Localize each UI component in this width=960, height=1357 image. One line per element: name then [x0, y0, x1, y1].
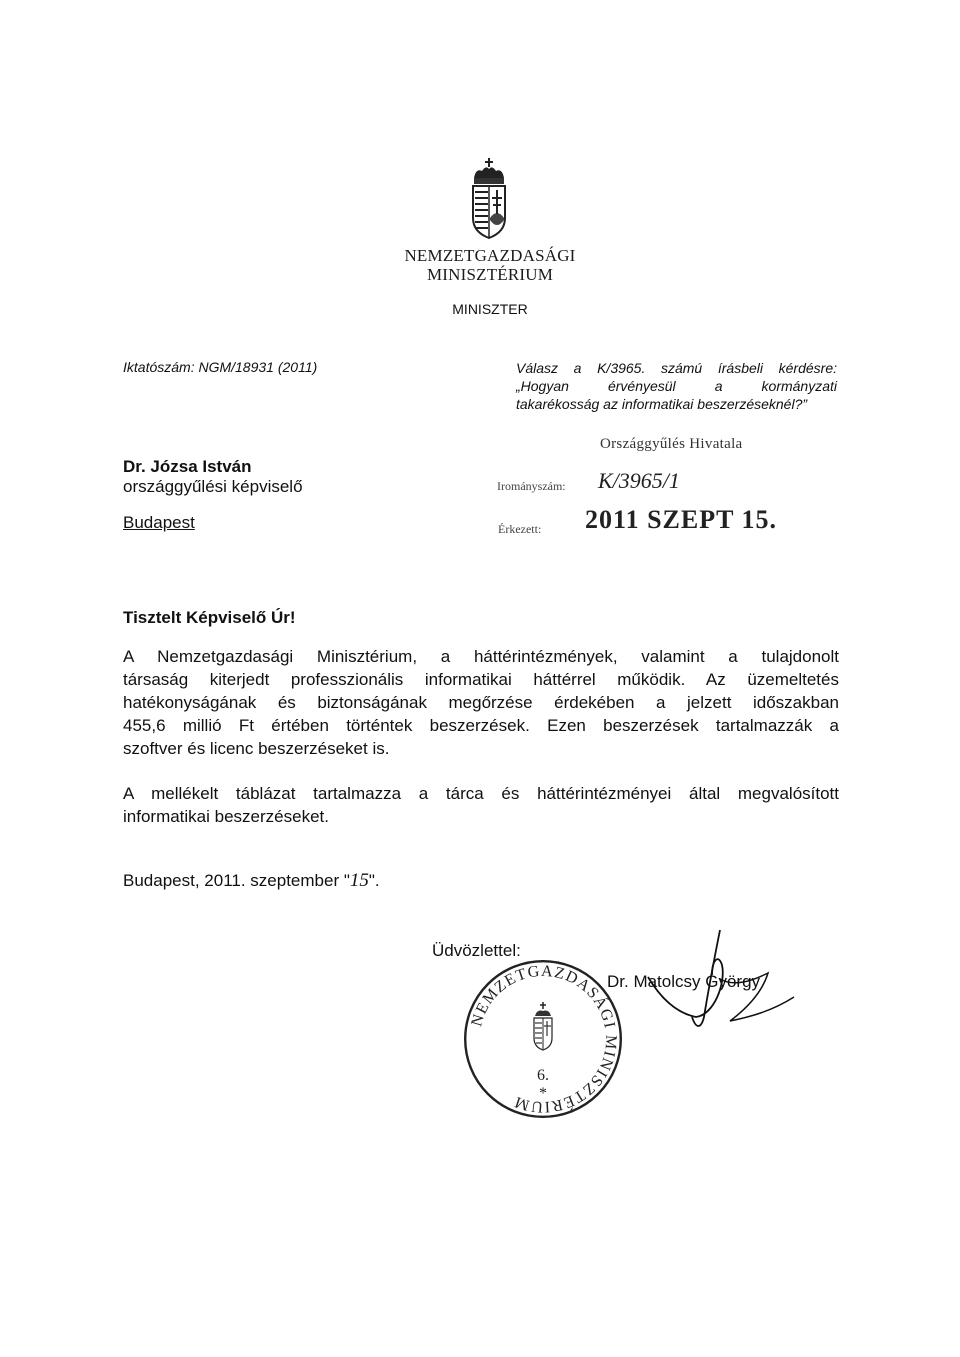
seal-number: 6.: [537, 1067, 549, 1084]
stamp-registration-value: K/3965/1: [598, 468, 680, 493]
paragraph-line: 455,6 millió Ft értében történtek beszerzések. Ezen beszerzések tartalmazzák a: [123, 716, 839, 735]
letter-salutation: Tisztelt Képviselő Úr!: [123, 608, 296, 627]
stamp-received-label: Érkezett:: [498, 522, 542, 536]
place-and-date: [123, 870, 380, 892]
reply-reference-line3: takarékosság az informatikai beszerzéseknél?”: [516, 396, 808, 412]
recipient-name: Dr. Józsa István: [123, 457, 252, 476]
paragraph-line: társaság kiterjedt professzionális informatikai háttérrel működik. Az üzemeltetés: [123, 670, 839, 689]
reply-reference-line2: „Hogyan érvényesül a kormányzati: [516, 378, 837, 394]
ministry-name-line1: NEMZETGAZDASÁGI: [404, 246, 576, 265]
paragraph-line: szoftver és licenc beszerzéseket is.: [123, 739, 390, 758]
stamp-office-name: Országgyűlés Hivatala: [600, 436, 743, 452]
minister-title: MINISZTER: [452, 301, 528, 317]
ministry-name-line2: MINISZTÉRIUM: [426, 265, 554, 284]
reply-reference: [516, 359, 837, 413]
stamp-registration-label: Irományszám:: [497, 479, 566, 493]
recipient-role: országgyűlési képviselő: [123, 477, 303, 496]
place-date-close-quote: ".: [368, 871, 380, 890]
registration-number: Iktatószám: NGM/18931 (2011): [123, 359, 318, 375]
recipient-city: Budapest: [123, 513, 195, 532]
letter-paragraph-1: [123, 645, 839, 760]
closing-greeting: Üdvözlettel:: [432, 941, 521, 960]
place-date-open-quote: ": [343, 871, 350, 890]
reply-reference-line1: Válasz a K/3965. számú írásbeli kérdésre:: [516, 360, 837, 376]
letter-paragraph-2: [123, 782, 839, 828]
ministry-name: [380, 246, 600, 284]
place-date-text: Budapest, 2011. szeptember: [123, 871, 340, 890]
paragraph-line: A mellékelt táblázat tartalmazza a tárca és háttérintézményei által megvalósított: [123, 784, 839, 803]
recipient-address: [123, 457, 303, 533]
stamp-received-date: 2011 SZEPT 15.: [585, 505, 777, 534]
seal-text: NEMZETGAZDASÁGI MINISZTÉRIUM: [468, 962, 620, 1116]
paragraph-line: hatékonyságának és biztonságának megőrzése érdekében a jelzett időszakban: [123, 693, 839, 712]
paragraph-line: informatikai beszerzéseket.: [123, 807, 329, 826]
paragraph-line: A Nemzetgazdasági Minisztérium, a háttérintézmények, valamint a tulajdonolt: [123, 647, 839, 666]
signer-name: Dr. Matolcsy György: [607, 972, 761, 991]
seal-star-icon: *: [539, 1085, 547, 1102]
place-date-handwritten-day: 15: [349, 870, 369, 891]
hungarian-coat-of-arms-icon: [468, 158, 510, 240]
